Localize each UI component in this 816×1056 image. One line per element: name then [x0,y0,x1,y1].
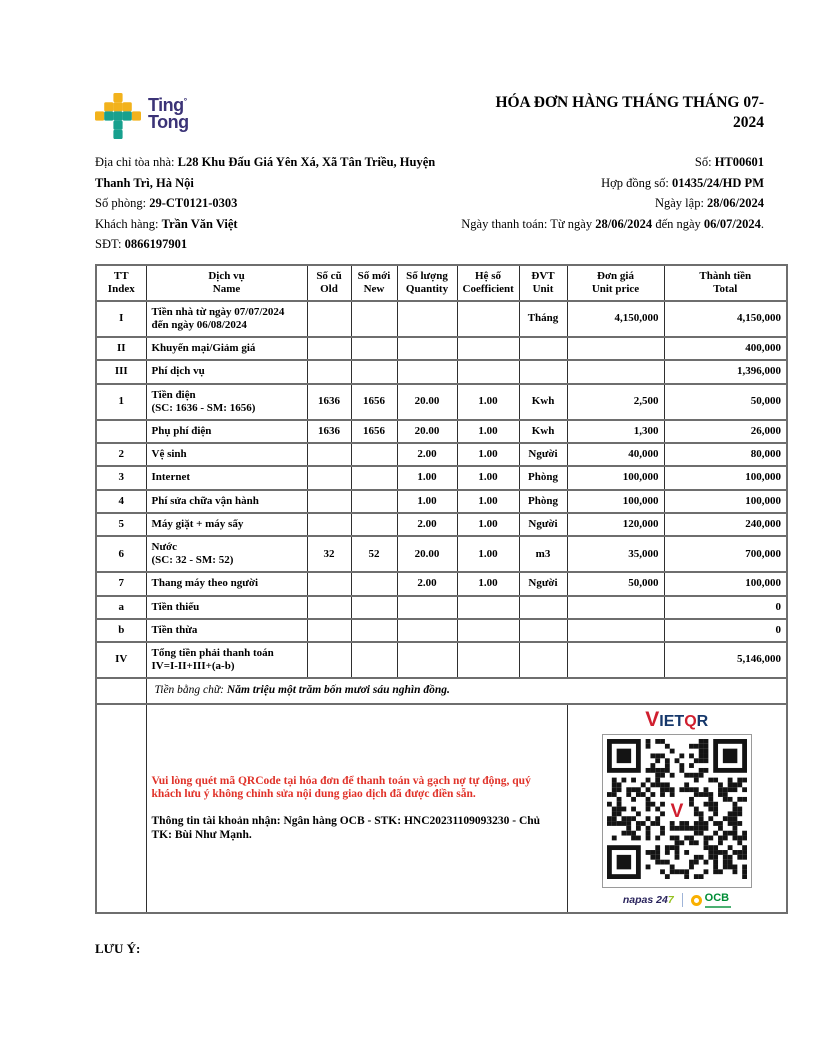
cell-total: 100,000 [664,490,787,513]
cell-index [96,678,146,704]
cell-unit-price: 2,500 [567,384,664,420]
cell-unit-price: 40,000 [567,443,664,466]
info-line-left: Địa chỉ tòa nhà: L28 Khu Đấu Giá Yên Xá, Xã Tân Triều, Huyện [95,155,436,169]
cell-total: 50,000 [664,384,787,420]
cell-index: a [96,596,146,619]
table-row [96,490,787,513]
column-header: Số mới New [351,265,397,301]
vietqr-logo: VIETQR [645,708,709,732]
cell-quantity [397,619,457,642]
cell-new [351,337,397,360]
cell-old [307,301,351,337]
info-line-left: Số phòng: 29-CT0121-0303 [95,196,238,210]
cell-quantity [397,596,457,619]
table-row [96,384,787,420]
cell-unit [519,642,567,678]
cell-quantity: 20.00 [397,384,457,420]
cell-unit: Kwh [519,420,567,443]
cell-coefficient: 1.00 [457,384,519,420]
cell-unit-price [567,337,664,360]
table-row [96,596,787,619]
cell-unit-price [567,619,664,642]
cell-old: 32 [307,536,351,572]
tingtong-logo-text: Ting° Tong [148,95,189,132]
cell-coefficient [457,596,519,619]
cell-old [307,490,351,513]
cell-new [351,490,397,513]
ocb-tagline [705,906,731,908]
cell-unit-price: 120,000 [567,513,664,536]
cell-index [96,420,146,443]
cell-unit [519,337,567,360]
cell-unit: Người [519,513,567,536]
divider [682,893,683,907]
account-info-text: Thông tin tài khoản nhận: Ngân hàng OCB - STK: HNC20231109093230 - Chủ TK: Bùi Như Mạnh. [151,815,541,842]
cell-total: 0 [664,596,787,619]
cell-old [307,572,351,595]
info-line-left: SĐT: 0866197901 [95,237,188,251]
cell-new: 52 [351,536,397,572]
invoice-info-right [455,152,788,255]
svg-text:V: V [670,801,684,823]
cell-unit [519,360,567,383]
cell-index: 4 [96,490,146,513]
cell-quantity [397,301,457,337]
cell-coefficient: 1.00 [457,536,519,572]
info-line-left: Khách hàng: Trần Văn Việt [95,216,238,231]
table-row [96,619,787,642]
cell-coefficient [457,301,519,337]
cell-unit-price [567,596,664,619]
cell-new: 1656 [351,384,397,420]
cell-old [307,642,351,678]
cell-unit-price [567,360,664,383]
cell-index: 3 [96,466,146,489]
info-line-right: Số: HT00601 [694,155,764,169]
cell-old [307,443,351,466]
cell-unit-price [567,642,664,678]
cell-index: 7 [96,572,146,595]
invoice-info [95,152,788,255]
cell-new [351,619,397,642]
cell-old: 1636 [307,420,351,443]
cell-old [307,619,351,642]
info-line-right: Ngày lập: 28/06/2024 [654,196,764,210]
cell-total: 1,396,000 [664,360,787,383]
cell-coefficient: 1.00 [457,443,519,466]
cell-old [307,596,351,619]
info-line-right: Ngày thanh toán: Từ ngày 28/06/2024 đến ngày 06/07/2024. [461,216,764,231]
table-row [96,513,787,536]
table-header-row [96,265,787,301]
table-row [96,337,787,360]
cell-new: 1656 [351,420,397,443]
cell-service-name: Phụ phí điện [146,420,307,443]
cell-old: 1636 [307,384,351,420]
cell-quantity [397,337,457,360]
cell-old [307,466,351,489]
cell-index: IV [96,642,146,678]
table-row [96,420,787,443]
cell-unit [519,596,567,619]
info-line-left: Thanh Trì, Hà Nội [95,175,194,190]
cell-new [351,360,397,383]
amount-in-words: Tiền bằng chữ: Năm triệu một trăm bốn mươi sáu nghìn đồng. [146,678,787,704]
cell-unit: Phòng [519,466,567,489]
cell-coefficient [457,642,519,678]
cell-new [351,443,397,466]
cell-unit-price: 100,000 [567,490,664,513]
cell-unit: Kwh [519,384,567,420]
cell-unit-price: 4,150,000 [567,301,664,337]
table-row [96,301,787,337]
cell-service-name: Phí sửa chữa vận hành [146,490,307,513]
table-row [96,536,787,572]
table-row [96,466,787,489]
header [95,93,788,139]
cell-index: 5 [96,513,146,536]
cell-unit: Người [519,572,567,595]
table-row [96,572,787,595]
cell-coefficient: 1.00 [457,513,519,536]
cell-total: 400,000 [664,337,787,360]
column-header: Số cũ Old [307,265,351,301]
cell-unit-price: 1,300 [567,420,664,443]
cell-new [351,466,397,489]
cell-new [351,596,397,619]
cell-new [351,513,397,536]
cell-total: 700,000 [664,536,787,572]
cell-service-name: Tiền thiếu [146,596,307,619]
cell-service-name: Tổng tiền phải thanh toán IV=I-II+III+(a-b) [146,642,307,678]
cell-unit: m3 [519,536,567,572]
cell-unit: Người [519,443,567,466]
tingtong-logo [95,93,189,139]
cell-service-name: Tiền nhà từ ngày 07/07/2024 đến ngày 06/08/2024 [146,301,307,337]
cell-total: 4,150,000 [664,301,787,337]
cell-index: b [96,619,146,642]
cell-index: III [96,360,146,383]
amount-in-words-row [96,678,787,704]
cell-unit-price: 100,000 [567,466,664,489]
cell-new [351,642,397,678]
cell-total: 26,000 [664,420,787,443]
column-header: ĐVT Unit [519,265,567,301]
column-header: Thành tiền Total [664,265,787,301]
cell-unit: Tháng [519,301,567,337]
table-row [96,360,787,383]
qr-code-cell [567,704,787,913]
table-body [96,301,787,678]
cell-service-name: Thang máy theo người [146,572,307,595]
invoice-info-left [95,152,455,255]
cell-coefficient: 1.00 [457,572,519,595]
cell-unit-price: 35,000 [567,536,664,572]
column-header: Hệ số Coefficient [457,265,519,301]
cell-index: 1 [96,384,146,420]
qr-payment-row [96,704,787,913]
cell-quantity: 1.00 [397,466,457,489]
table-header [96,265,787,301]
note-label: LƯU Ý: [95,941,141,957]
cell-coefficient: 1.00 [457,420,519,443]
column-header: Đơn giá Unit price [567,265,664,301]
cell-index: I [96,301,146,337]
cell-service-name: Internet [146,466,307,489]
ocb-logo: OCB [691,892,731,908]
cell-coefficient: 1.00 [457,466,519,489]
cell-total: 240,000 [664,513,787,536]
cell-index: II [96,337,146,360]
cell-coefficient [457,619,519,642]
cell-service-name: Nước (SC: 32 - SM: 52) [146,536,307,572]
cell-total: 5,146,000 [664,642,787,678]
ocb-ring-icon [691,895,702,906]
table-row [96,443,787,466]
column-header: Dịch vụ Name [146,265,307,301]
cell-service-name: Phí dịch vụ [146,360,307,383]
invoice-table [95,264,788,915]
bank-logos [623,892,731,908]
tingtong-logo-icon [95,93,141,139]
cell-old [307,337,351,360]
cell-quantity: 1.00 [397,490,457,513]
table-row [96,642,787,678]
cell-coefficient [457,360,519,383]
cell-unit [519,619,567,642]
cell-quantity: 2.00 [397,443,457,466]
cell-new [351,301,397,337]
qr-notice-text: Vui lòng quét mã QRCode tại hóa đơn để thanh toán và gạch nợ tự động, quý khách lưu ý không chỉnh sửa nội dung giao dịch đã được điền sẵn. [151,774,531,801]
cell-total: 0 [664,619,787,642]
cell-service-name: Vệ sinh [146,443,307,466]
cell-index: 2 [96,443,146,466]
cell-quantity: 20.00 [397,420,457,443]
column-header: Số lượng Quantity [397,265,457,301]
napas-logo: napas 247 [622,894,674,907]
cell-old [307,360,351,383]
cell-total: 100,000 [664,572,787,595]
info-line-right: Hợp đồng số: 01435/24/HD PM [601,175,764,190]
cell-quantity: 2.00 [397,513,457,536]
payment-instructions [146,704,567,913]
cell-service-name: Khuyến mại/Giảm giá [146,337,307,360]
page-title: HÓA ĐƠN HÀNG THÁNG THÁNG 07- 2024 [495,94,764,132]
cell-coefficient: 1.00 [457,490,519,513]
qr-code [602,734,752,888]
cell-service-name: Tiền thừa [146,619,307,642]
cell-quantity: 20.00 [397,536,457,572]
cell-unit-price: 50,000 [567,572,664,595]
cell-total: 100,000 [664,466,787,489]
cell-total: 80,000 [664,443,787,466]
cell-coefficient [457,337,519,360]
cell-index: 6 [96,536,146,572]
cell-quantity: 2.00 [397,572,457,595]
cell-quantity [397,360,457,383]
cell-service-name: Tiền điện (SC: 1636 - SM: 1656) [146,384,307,420]
column-header: TT Index [96,265,146,301]
cell-unit: Phòng [519,490,567,513]
cell-index [96,704,146,913]
cell-old [307,513,351,536]
cell-new [351,572,397,595]
cell-service-name: Máy giặt + máy sấy [146,513,307,536]
cell-quantity [397,642,457,678]
